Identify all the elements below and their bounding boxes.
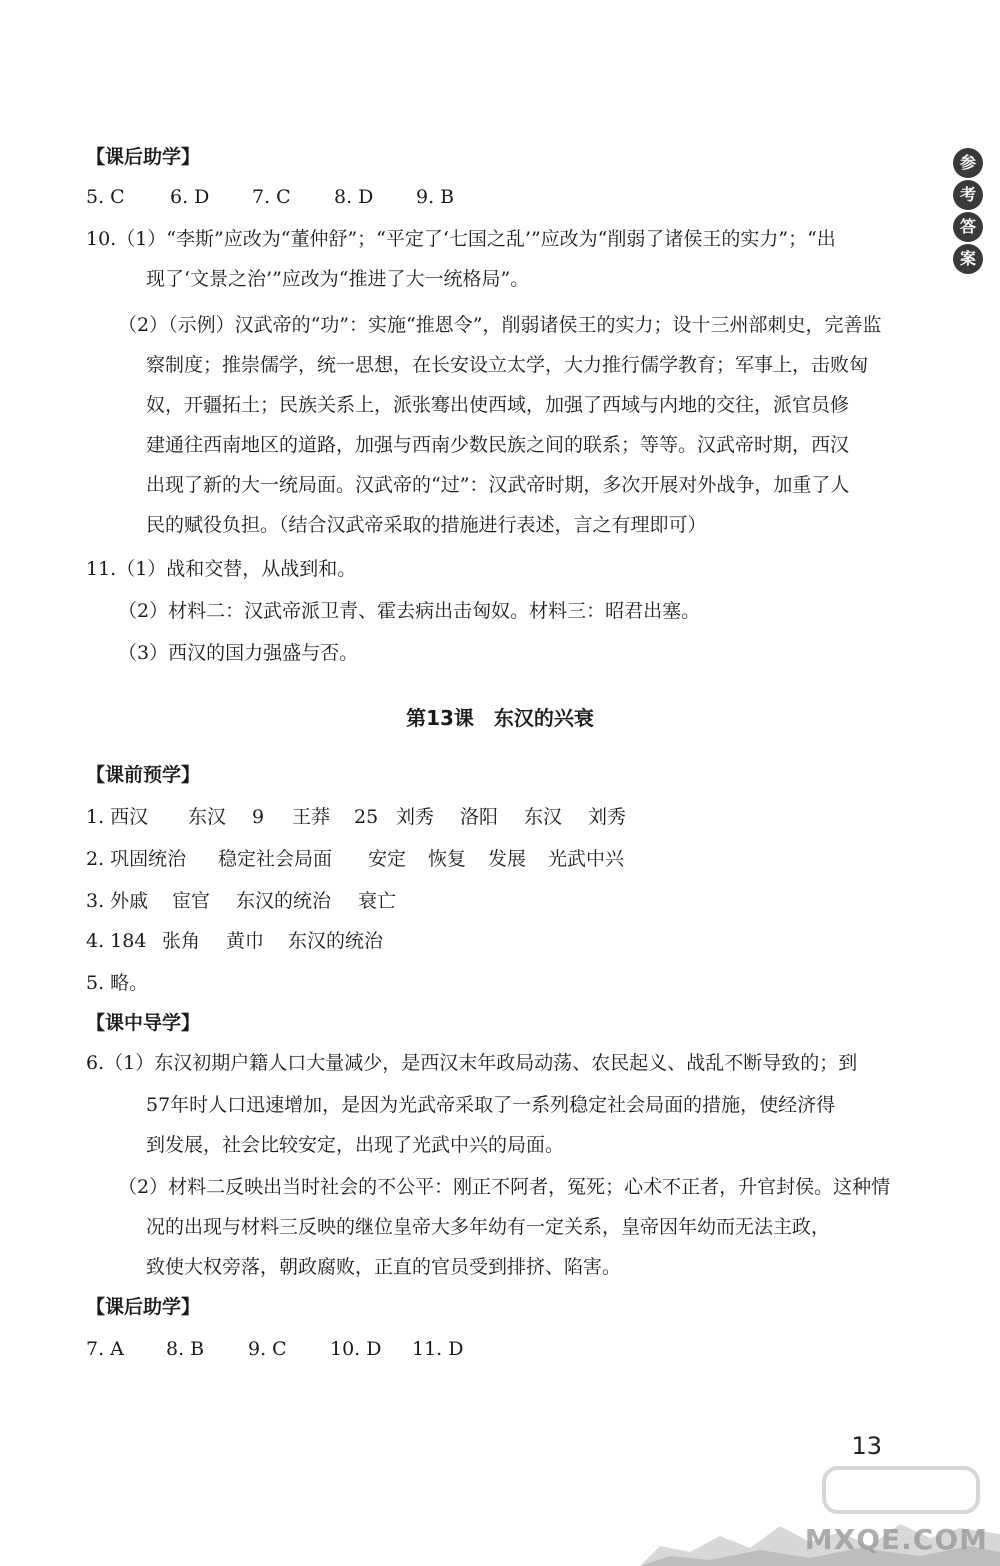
- blank-answer: 东汉的统治: [236, 890, 332, 912]
- side-tab-char: 答: [953, 212, 983, 242]
- blank-answer: 衰亡: [358, 890, 397, 912]
- lesson-title: 第13课 东汉的兴衰: [406, 706, 594, 730]
- watermark-logo: [805, 1523, 988, 1556]
- blank-answer: 恢复: [428, 848, 467, 870]
- q11-part3: （3）西汉的国力强盛与否。: [118, 642, 359, 664]
- blank-answer: 王莽: [292, 806, 331, 828]
- q10-part2-line: 民的赋役负担。（结合汉武帝采取的措施进行表述，言之有理即可）: [146, 514, 707, 536]
- blank-answer: 3. 外戚: [86, 890, 149, 912]
- q6-part1-line: 57年时人口迅速增加，是因为光武帝采取了一系列稳定社会局面的措施，使经济得: [146, 1094, 836, 1116]
- section-header-pre-class: 【课前预学】: [86, 764, 201, 786]
- section-header-after-class-2: 【课后助学】: [86, 1296, 201, 1318]
- section-header-after-class: 【课后助学】: [86, 146, 201, 168]
- pre-class-q5: 5. 略。: [86, 972, 149, 994]
- q6-part1-line: 到发展，社会比较安定，出现了光武中兴的局面。: [146, 1134, 565, 1156]
- side-tab-reference-answers: [946, 148, 990, 268]
- blank-answer: 黄巾: [226, 930, 265, 952]
- answer: 5. C: [86, 186, 125, 208]
- blank-answer: 2. 巩固统治: [86, 848, 187, 870]
- pre-class-q2: [86, 846, 624, 872]
- section-header-in-class: 【课中导学】: [86, 1012, 201, 1034]
- blank-answer: 25: [354, 806, 379, 828]
- blank-answer: 9: [252, 806, 265, 828]
- blank-answer: 东汉的统治: [288, 930, 384, 952]
- side-tab-char: 参: [953, 148, 983, 178]
- answer: 6. D: [170, 186, 210, 208]
- q6-part1-line: 6.（1）东汉初期户籍人口大量减少，是西汉末年政局动荡、农民起义、战乱不断导致的；到: [86, 1052, 858, 1074]
- answer: 8. D: [334, 186, 374, 208]
- page-number: 13: [851, 1432, 882, 1460]
- blank-answer: 宦官: [172, 890, 211, 912]
- answer: 11. D: [412, 1338, 464, 1360]
- answer: 9. B: [416, 186, 455, 208]
- blank-answer: 东汉: [188, 806, 227, 828]
- answer-row-7-11: [86, 1336, 464, 1362]
- answer: 10. D: [330, 1338, 382, 1360]
- q10-part2-line: （2）（示例）汉武帝的“功”：实施“推恩令”，削弱诸侯王的实力；设十三州部刺史，完善监: [118, 314, 882, 336]
- q10-part2-line: 出现了新的大一统局面。汉武帝的“过”：汉武帝时期，多次开展对外战争，加重了人: [146, 474, 850, 496]
- q6-part2-line: 致使大权旁落，朝政腐败，正直的官员受到排挤、陷害。: [146, 1256, 622, 1278]
- side-tab-char: 考: [953, 180, 983, 210]
- blank-answer: 光武中兴: [548, 848, 625, 870]
- blank-answer: 东汉: [524, 806, 563, 828]
- q6-part2-line: 况的出现与材料三反映的继位皇帝大多年幼有一定关系，皇帝因年幼而无法主政，: [146, 1216, 831, 1238]
- blank-answer: 安定: [368, 848, 407, 870]
- blank-answer: 刘秀: [588, 806, 627, 828]
- q10-part2-line: 奴，开疆拓土；民族关系上，派张骞出使西域，加强了西域与内地的交往，派官员修: [146, 394, 850, 416]
- answer: 8. B: [166, 1338, 205, 1360]
- blank-answer: 4. 184: [86, 930, 147, 952]
- q10-part2-line: 建通往西南地区的道路，加强与西南少数民族之间的联系；等等。汉武帝时期，西汉: [146, 434, 850, 456]
- pre-class-q3: [86, 888, 396, 914]
- q10-part2-line: 察制度；推崇儒学，统一思想，在长安设立太学，大力推行儒学教育；军事上，击败匈: [146, 354, 869, 376]
- q10-part1-line1: 10.（1）“李斯”应改为“董仲舒”；“平定了‘七国之乱’”应改为“削弱了诸侯王的实力”；“出: [86, 228, 836, 250]
- side-tab-char: 案: [953, 244, 983, 274]
- blank-answer: 刘秀: [396, 806, 435, 828]
- blank-answer: 张角: [162, 930, 201, 952]
- q10-part1-line2: 现了‘文景之治’”应改为“推进了大一统格局”。: [146, 268, 530, 290]
- blank-answer: 稳定社会局面: [218, 848, 333, 870]
- blank-answer: 1. 西汉: [86, 806, 149, 828]
- answer: 9. C: [248, 1338, 287, 1360]
- answer-row-5-9: [86, 184, 498, 210]
- pre-class-q4: [86, 928, 383, 954]
- pre-class-q1: [86, 804, 626, 830]
- blank-answer: 发展: [488, 848, 527, 870]
- answer: 7. A: [86, 1338, 124, 1360]
- blank-answer: 洛阳: [460, 806, 499, 828]
- answer: 7. C: [252, 186, 291, 208]
- watermark-logo-frame: [822, 1466, 980, 1514]
- q6-part2-line: （2）材料二反映出当时社会的不公平：刚正不阿者，冤死；心术不正者，升官封侯。这种情: [118, 1176, 891, 1198]
- q11-part2: （2）材料二：汉武帝派卫青、霍去病出击匈奴。材料三：昭君出塞。: [118, 600, 701, 622]
- watermark-text: MXQE.COM: [804, 1523, 988, 1556]
- q11-part1: 11.（1）战和交替，从战到和。: [86, 558, 357, 580]
